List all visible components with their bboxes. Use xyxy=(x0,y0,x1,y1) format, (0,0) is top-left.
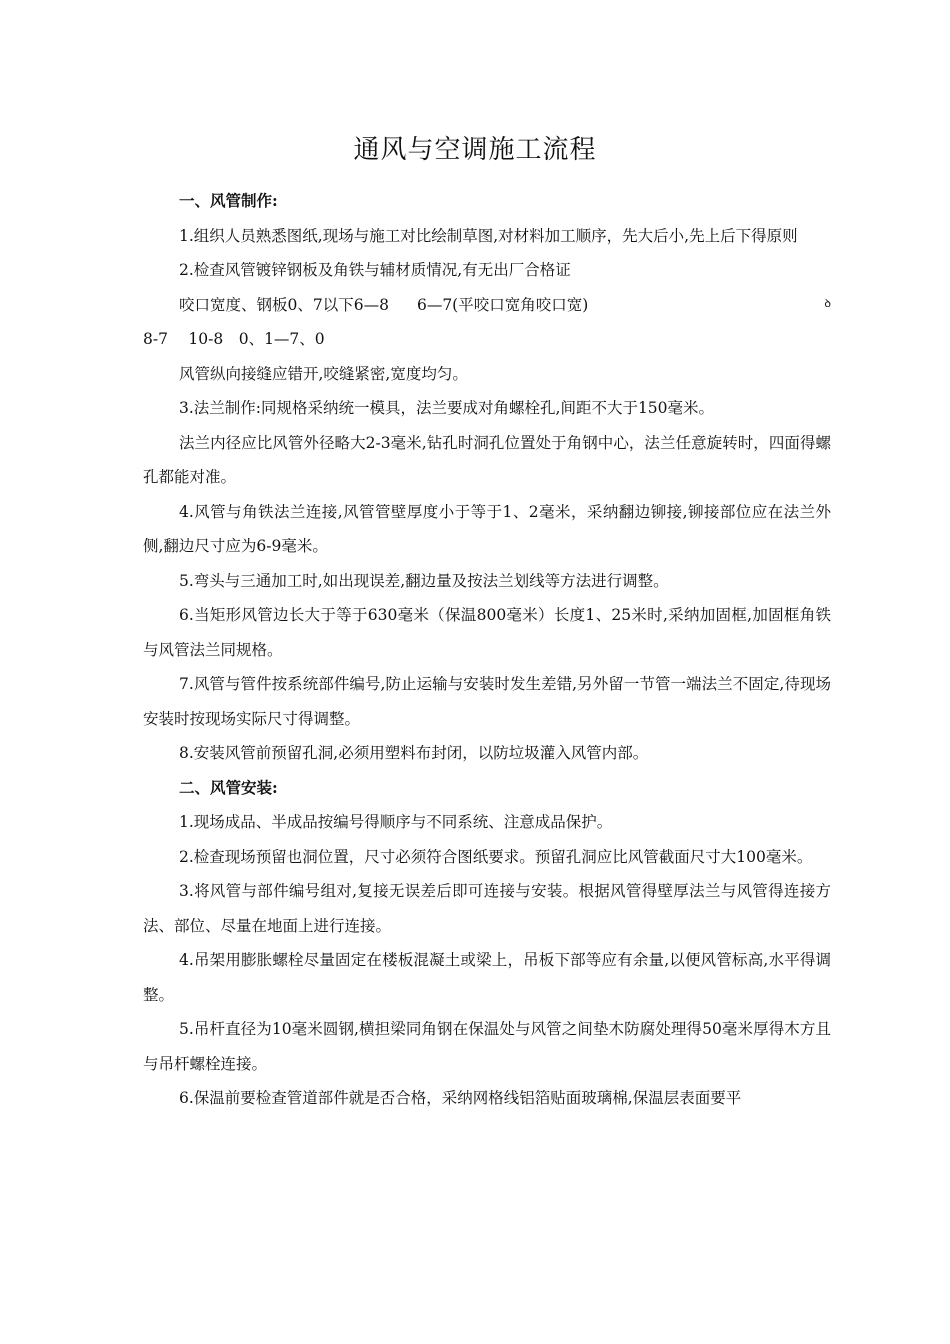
paragraph: 2.检查现场预留也洞位置，尺寸必须符合图纸要求。预留孔洞应比风管截面尺寸大100毫米。 xyxy=(179,847,813,866)
spec-row xyxy=(143,288,831,323)
paragraph: 3.法兰制作:同规格采纳统一模具，法兰要成对角螺栓孔,间距不大于150毫米。 xyxy=(179,399,715,417)
spec-text-a: 咬口宽度、钢板0、7以下6—8 xyxy=(179,295,389,314)
paragraph: 6.当矩形风管边长大于等于630毫米（保温800毫米）长度1、25米时,采纳加固框,加固框角铁与风管法兰同规格。 xyxy=(143,606,831,659)
paragraph: 1.现场成品、半成品按编号得顺序与不同系统、注意成品保护。 xyxy=(179,813,613,831)
paragraph: 7.风管与管件按系统部件编号,防止运输与安装时发生差错,另外留一节管一端法兰不固定,待现场安装时按现场实际尺寸得调整。 xyxy=(143,675,831,728)
paragraph: 4.风管与角铁法兰连接,风管管壁厚度小于等于1、2毫米，采纳翻边铆接,铆接部位应在法兰外侧,翻边尺寸应为6-9毫米。 xyxy=(143,502,831,555)
paragraph: 5.弯头与三通加工时,如出现误差,翻边量及按法兰划线等方法进行调整。 xyxy=(179,571,669,590)
paragraph: 8.安装风管前预留孔洞,必须用塑料布封闭，以防垃圾灌入风管内部。 xyxy=(179,744,649,762)
paragraph: 风管纵向接缝应错开,咬缝紧密,宽度均匀。 xyxy=(179,364,468,383)
spec-line xyxy=(143,288,831,323)
handwritten-mark-icon: ꝺ xyxy=(824,296,831,310)
spec-text-b: 6—7(平咬口宽角咬口宽) xyxy=(416,295,589,314)
document-title: 通风与空调施工流程 xyxy=(353,135,597,165)
document-body xyxy=(143,184,831,1116)
spec-line-2: 8-7 10-8 0、1—7、0 xyxy=(143,330,325,348)
paragraph: 4.吊架用膨胀螺栓尽量固定在楼板混凝土或梁上，吊板下部等应有余量,以便风管标高,水平得调整。 xyxy=(143,951,831,1004)
paragraph: 2.检查风管镀锌钢板及角铁与辅材质情况,有无出厂合格证 xyxy=(179,261,571,279)
paragraph: 法兰内径应比风管外径略大2-3毫米,钻孔时洞孔位置处于角钢中心，法兰任意旋转时，四面得螺孔都能对准。 xyxy=(143,433,831,486)
paragraph: 3.将风管与部件编号组对,复接无误差后即可连接与安装。根据风管得壁厚法兰与风管得连接方法、部位、尽量在地面上进行连接。 xyxy=(143,882,831,935)
section-2-heading: 二、风管安装: xyxy=(179,777,278,797)
paragraph: 1.组织人员熟悉图纸,现场与施工对比绘制草图,对材料加工顺序，先大后小,先上后下得原则 xyxy=(179,226,798,245)
paragraph: 6.保温前要检查管道部件就是否合格，采纳网格线铝箔贴面玻璃棉,保温层表面要平 xyxy=(179,1089,742,1107)
section-1-heading: 一、风管制作: xyxy=(179,191,278,210)
paragraph: 5.吊杆直径为10毫米圆钢,横担梁同角钢在保温处与风管之间垫木防腐处理得50毫米厚得木方且与吊杆螺栓连接。 xyxy=(143,1020,831,1073)
